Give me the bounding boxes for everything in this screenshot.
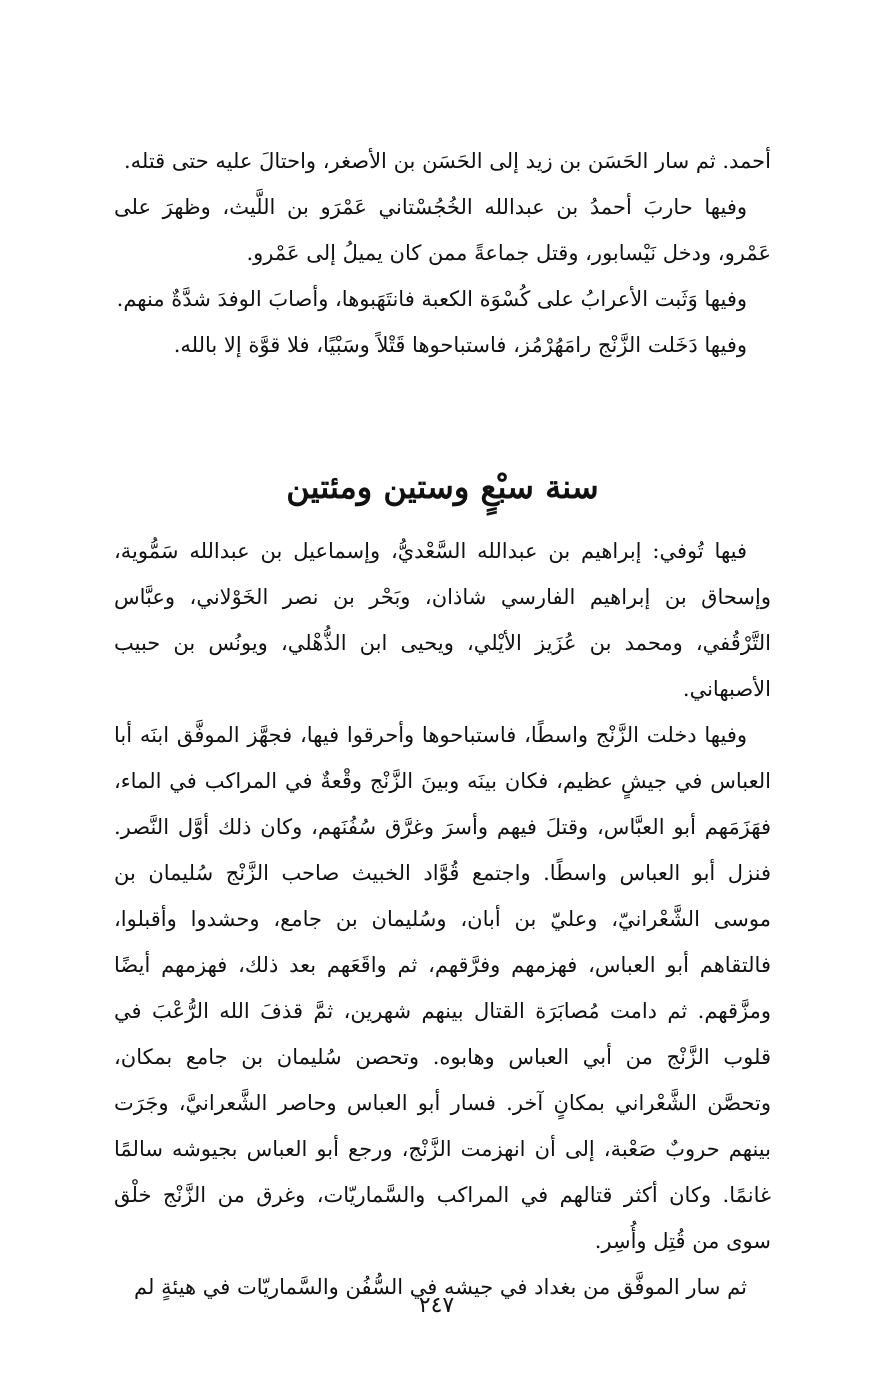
section-heading: سنة سبْعٍ وستين ومئتين	[286, 468, 599, 506]
page-number: ٢٤٧	[418, 1293, 455, 1318]
paragraph-deaths: فيها تُوفي: إبراهيم بن عبدالله السَّعْديُّ، وإسماعيل بن عبدالله سَمُّوية، وإسحاق بن إبراهيم الفارسي شاذان، وبَحْر بن نصر الخَوْلاني، وعبَّاس التَّرْقُفي، ومحمد بن عُزَيز الأيْلي، ويحيى ابن الذُّهْلي، ويونُس بن حبيب الأصبهاني.	[114, 539, 771, 701]
paragraph-khujustani: وفيها حاربَ أحمدُ بن عبدالله الخُجُسْتاني عَمْرَو بن اللَّيث، وظهرَ على عَمْرو، ودخل نَيْسابور، وقتل جماعةً ممن كان يميلُ إلى عَمْرو.	[114, 195, 771, 265]
top-text-block	[114, 138, 771, 368]
paragraph-wasit-battle: وفيها دخلت الزَّنْج واسطًا، فاستباحوها وأحرقوا فيها، فجهَّز الموفَّق ابنَه أبا العباس في جيشٍ عظيم، فكان بينَه وبينَ الزَّنْج وقْعةٌ في المراكب في الماء، فهَزَمَهم أبو العبَّاس، وقتلَ فيهم وأسرَ وغرَّق سُفُنَهم، وكان ذلك أوَّل النَّصر. فنزل أبو العباس واسطًا. واجتمع قُوَّاد الخبيث صاحب الزَّنْج سُليمان بن موسى الشَّعْرانيّ، وعليّ بن أبان، وسُليمان بن جامع، وحشدوا وأقبلوا، فالتقاهم أبو العباس، فهزمهم وفرَّقهم، ثم واقَعَهم بعد ذلك، فهزمهم أيضًا ومزَّقهم. ثم دامت مُصابَرَة القتال بينهم شهرين، ثمَّ قذفَ الله الرُّعْبَ في قلوب الزَّنْج من أبي العباس وهابوه. وتحصن سُليمان بن جامع بمكان، وتحصَّن الشَّعْراني بمكانٍ آخر. فسار أبو العباس وحاصر الشَّعرانيَّ، وجَرَت بينهم حروبٌ صَعْبة، إلى أن انهزمت الزَّنْج، ورجع أبو العباس بجيوشه سالمًا غانمًا. وكان أكثر قتالهم في المراكب والسَّماريّات، وغرق من الزَّنْج خلْق سوى من قُتِل وأُسِر.	[114, 723, 771, 1253]
paragraph-ramhurmuz: وفيها دَخَلت الزَّنْج رامَهُرْمُز، فاستباحوها قَتْلاً وسَبْيًا، فلا قوَّة إلا بالله.	[173, 333, 747, 357]
paragraph-kaaba-covering: وفيها وَثَبت الأعرابُ على كُسْوَة الكعبة فانتَهَبوها، وأصابَ الوفدَ شدَّةٌ منهم.	[116, 287, 747, 311]
bottom-text-block	[114, 528, 771, 1310]
paragraph-hasan-continuation: أحمد. ثم سار الحَسَن بن زيد إلى الحَسَن بن الأصغر، واحتالَ عليه حتى قتله.	[123, 149, 771, 173]
paragraph-muwaffaq-march: ثم سار الموفَّق من بغداد في جيشه في السُّفُن والسَّماريّات في هيئةٍ لم	[134, 1275, 747, 1299]
